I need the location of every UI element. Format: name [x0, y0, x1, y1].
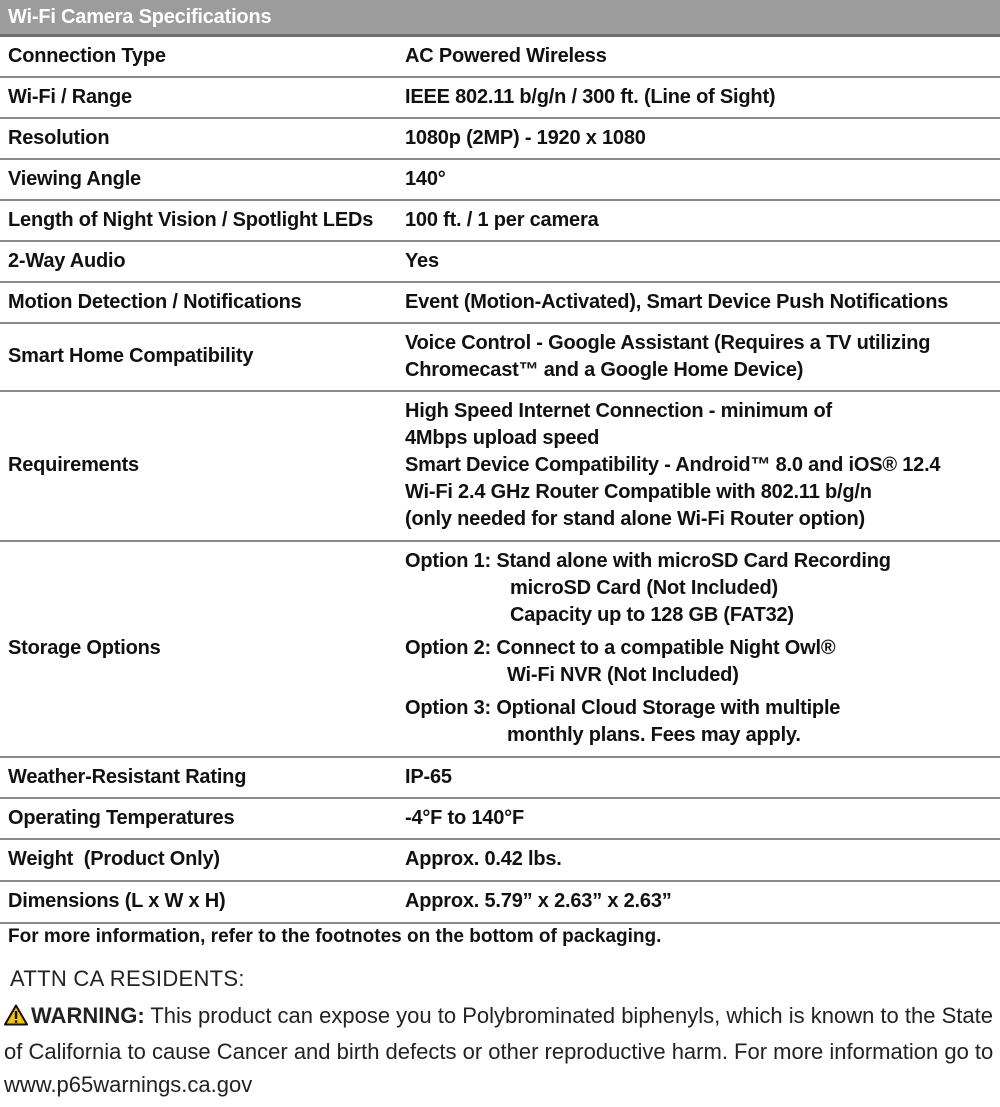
spec-value-line: 4Mbps upload speed	[405, 427, 600, 449]
spec-label: Length of Night Vision / Spotlight LEDs	[0, 200, 400, 241]
spec-value-line: 100 ft. / 1 per camera	[405, 208, 599, 231]
spec-value	[400, 241, 1000, 282]
table-row-viewing-angle	[0, 159, 1000, 200]
spec-table-title: Wi-Fi Camera Specifications	[0, 0, 1000, 36]
spec-label: Weight (Product Only)	[0, 839, 400, 881]
spec-value-line: Wi-Fi 2.4 GHz Router Compatible with 802.11 b/g/n	[405, 481, 872, 503]
spec-value-line: High Speed Internet Connection - minimum of	[405, 400, 832, 422]
table-row-smart-home	[0, 323, 1000, 391]
table-row-storage-options	[0, 541, 1000, 757]
spec-value	[400, 757, 1000, 798]
spec-value	[400, 200, 1000, 241]
spec-value	[400, 159, 1000, 200]
spec-label: Smart Home Compatibility	[0, 323, 400, 391]
spec-value-line: Chromecast™ and a Google Home Device)	[405, 358, 804, 381]
table-row-dimensions	[0, 881, 1000, 923]
spec-value	[400, 798, 1000, 839]
spec-value-line: microSD Card (Not Included)	[510, 577, 778, 599]
attn-ca-residents: ATTN CA RESIDENTS:	[10, 966, 245, 991]
spec-label: Viewing Angle	[0, 159, 400, 200]
spec-value	[400, 36, 1000, 77]
spec-label: Motion Detection / Notifications	[0, 282, 400, 323]
warning-text: This product can expose you to Polybrominated biphenyls, which is known to the State of California to cause Cancer and birth defects or other reproductive harm. For more information go to www.p65warnings.ca.gov	[4, 1003, 994, 1097]
spec-value	[400, 118, 1000, 159]
spec-label: Storage Options	[0, 541, 400, 757]
spec-label: Resolution	[0, 118, 400, 159]
spec-value	[400, 77, 1000, 118]
table-row-two-way-audio	[0, 241, 1000, 282]
table-row-weight	[0, 839, 1000, 881]
table-row-requirements	[0, 391, 1000, 541]
spec-label: Connection Type	[0, 36, 400, 77]
spec-value-line: monthly plans. Fees may apply.	[507, 724, 801, 746]
spec-value	[400, 391, 1000, 541]
spec-label: Dimensions (L x W x H)	[0, 881, 400, 923]
spec-value-line: (only needed for stand alone Wi-Fi Router option)	[405, 508, 866, 530]
spec-value-line: 140°	[405, 167, 446, 190]
spec-value-line: Option 1: Stand alone with microSD Card Recording	[405, 550, 891, 572]
prop65-warning	[4, 999, 994, 1101]
spec-value	[400, 282, 1000, 323]
spec-value-line: IEEE 802.11 b/g/n / 300 ft. (Line of Sight)	[405, 85, 776, 108]
table-row-operating-temperatures	[0, 798, 1000, 839]
spec-value-line: Capacity up to 128 GB (FAT32)	[510, 604, 794, 626]
spec-table-header	[0, 0, 1000, 36]
table-row-weather-rating	[0, 757, 1000, 798]
spec-value-line: Event (Motion-Activated), Smart Device Push Notifications	[405, 290, 949, 313]
table-row-motion-detection	[0, 282, 1000, 323]
spec-value-line: Approx. 0.42 lbs.	[405, 848, 562, 870]
spec-value-line: Option 3: Optional Cloud Storage with multiple	[405, 697, 841, 719]
spec-label: Operating Temperatures	[0, 798, 400, 839]
spec-value-line: Yes	[405, 249, 439, 272]
spec-label: 2-Way Audio	[0, 241, 400, 282]
spec-value-line: Smart Device Compatibility - Android™ 8.0 and iOS® 12.4	[405, 454, 941, 476]
spec-value-line: Option 2: Connect to a compatible Night Owl®	[405, 637, 836, 659]
spec-value-line: Voice Control - Google Assistant (Requires a TV utilizing	[405, 331, 931, 354]
spec-label: Weather-Resistant Rating	[0, 757, 400, 798]
table-row-night-vision	[0, 200, 1000, 241]
spec-value	[400, 881, 1000, 923]
warning-triangle-icon	[4, 1002, 28, 1035]
packaging-footnote: For more information, refer to the footnotes on the bottom of packaging.	[8, 926, 662, 947]
spec-label: Wi-Fi / Range	[0, 77, 400, 118]
spec-value-line: AC Powered Wireless	[405, 44, 607, 67]
spec-value-line: IP-65	[405, 765, 452, 788]
table-row-resolution	[0, 118, 1000, 159]
table-row-connection-type	[0, 36, 1000, 77]
spec-value-line: Wi-Fi NVR (Not Included)	[507, 664, 739, 686]
table-row-wifi-range	[0, 77, 1000, 118]
spec-label: Requirements	[0, 391, 400, 541]
spec-value-line: 1080p (2MP) - 1920 x 1080	[405, 126, 646, 149]
spec-value	[400, 839, 1000, 881]
spec-value-line: -4°F to 140°F	[405, 806, 524, 829]
spec-value	[400, 541, 1000, 757]
spec-value-line: Approx. 5.79” x 2.63” x 2.63”	[405, 890, 672, 912]
warning-label: WARNING:	[31, 1003, 145, 1028]
spec-value	[400, 323, 1000, 391]
